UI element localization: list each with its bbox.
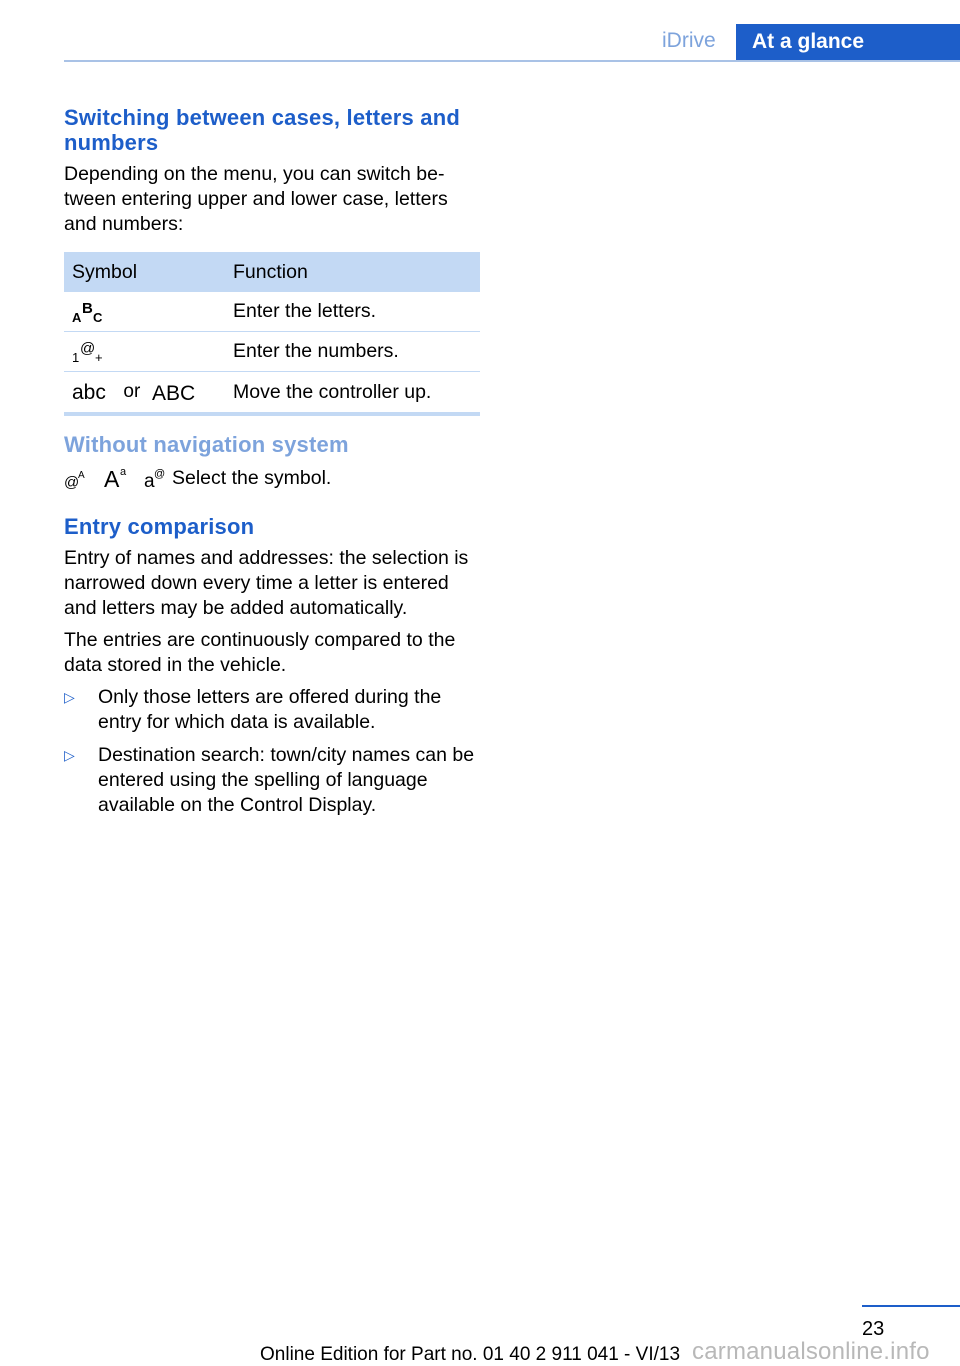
- lowercase-a-at-icon: [144, 467, 170, 491]
- list-item-text: Destination search: town/city names can be entered using the spelling of language available on the Control Display.: [98, 744, 475, 816]
- header-tab-label: At a glance: [752, 30, 865, 53]
- footer-edition: Online Edition for Part no. 01 40 2 911 041 - VI/13: [260, 1344, 681, 1365]
- footer-divider: [862, 1305, 960, 1307]
- page-number: 23: [862, 1318, 885, 1340]
- symbol-selection-text: Select the symbol.: [172, 467, 332, 489]
- svg-text:+: +: [95, 349, 103, 365]
- table-row: [64, 292, 480, 332]
- svg-text:C: C: [93, 309, 103, 325]
- svg-text:A: A: [104, 466, 120, 491]
- list-item: [64, 685, 480, 735]
- table-cell-function: Enter the numbers.: [225, 332, 480, 372]
- bullet-triangle-icon: ▷: [64, 689, 75, 705]
- numbers-symbol-icon: [72, 339, 132, 365]
- table-header-row: [64, 252, 480, 292]
- svg-text:ABC: ABC: [151, 382, 195, 405]
- section-heading: Without navigation system: [64, 432, 349, 457]
- svg-text:a: a: [120, 466, 127, 478]
- header-divider: [64, 60, 960, 62]
- letters-abc-symbol-icon: [72, 299, 132, 325]
- bullet-triangle-icon: ▷: [64, 747, 75, 763]
- table-row: [64, 332, 480, 372]
- entry-paragraph-1: Entry of names and addresses: the selection is narrowed down every time a letter is entered and letters may be added automatically.: [64, 547, 469, 619]
- table-row: [64, 372, 480, 415]
- symbol-selection-row: [64, 465, 480, 493]
- table-cell-function: Move the controller up.: [225, 372, 480, 415]
- svg-text:B: B: [82, 299, 93, 317]
- table-header-symbol: Symbol: [64, 252, 225, 292]
- svg-text:abc: abc: [72, 381, 106, 404]
- symbol-or-text: or: [123, 381, 141, 403]
- section-switching-cases: [64, 105, 480, 416]
- svg-text:1: 1: [72, 349, 80, 365]
- svg-text:@: @: [64, 474, 80, 491]
- at-uppercase-a-icon: [64, 467, 88, 491]
- symbol-function-table: [64, 252, 480, 416]
- svg-text:A: A: [72, 309, 82, 325]
- section-heading: Switching between cases, letters and numbers: [64, 105, 460, 155]
- entry-paragraph-2: The entries are continuously compared to the data stored in the vehicle.: [64, 629, 456, 676]
- section-entry-comparison: [64, 514, 480, 818]
- uppercase-a-lowercase-a-icon: [104, 465, 132, 491]
- section-body: Depending on the menu, you can switch be-tween entering upper and lower case, letters and numbers:: [64, 163, 448, 235]
- table-header-function: Function: [225, 252, 480, 292]
- svg-text:@: @: [154, 468, 166, 480]
- lowercase-abc-icon: [72, 379, 112, 405]
- list-item-text: Only those letters are offered during the entry for which data is available.: [98, 686, 442, 733]
- svg-text:A: A: [78, 470, 85, 481]
- header-chapter-label: iDrive: [662, 29, 716, 52]
- section-without-navigation: [64, 432, 480, 493]
- table-cell-function: Enter the letters.: [225, 292, 480, 332]
- svg-text:@: @: [80, 339, 96, 357]
- svg-text:a: a: [144, 471, 155, 491]
- header-section-tab: [736, 24, 960, 62]
- section-heading: Entry comparison: [64, 514, 255, 539]
- uppercase-abc-icon: [152, 379, 200, 405]
- watermark-text: carmanualsonline.info: [692, 1338, 930, 1365]
- list-item: [64, 743, 480, 818]
